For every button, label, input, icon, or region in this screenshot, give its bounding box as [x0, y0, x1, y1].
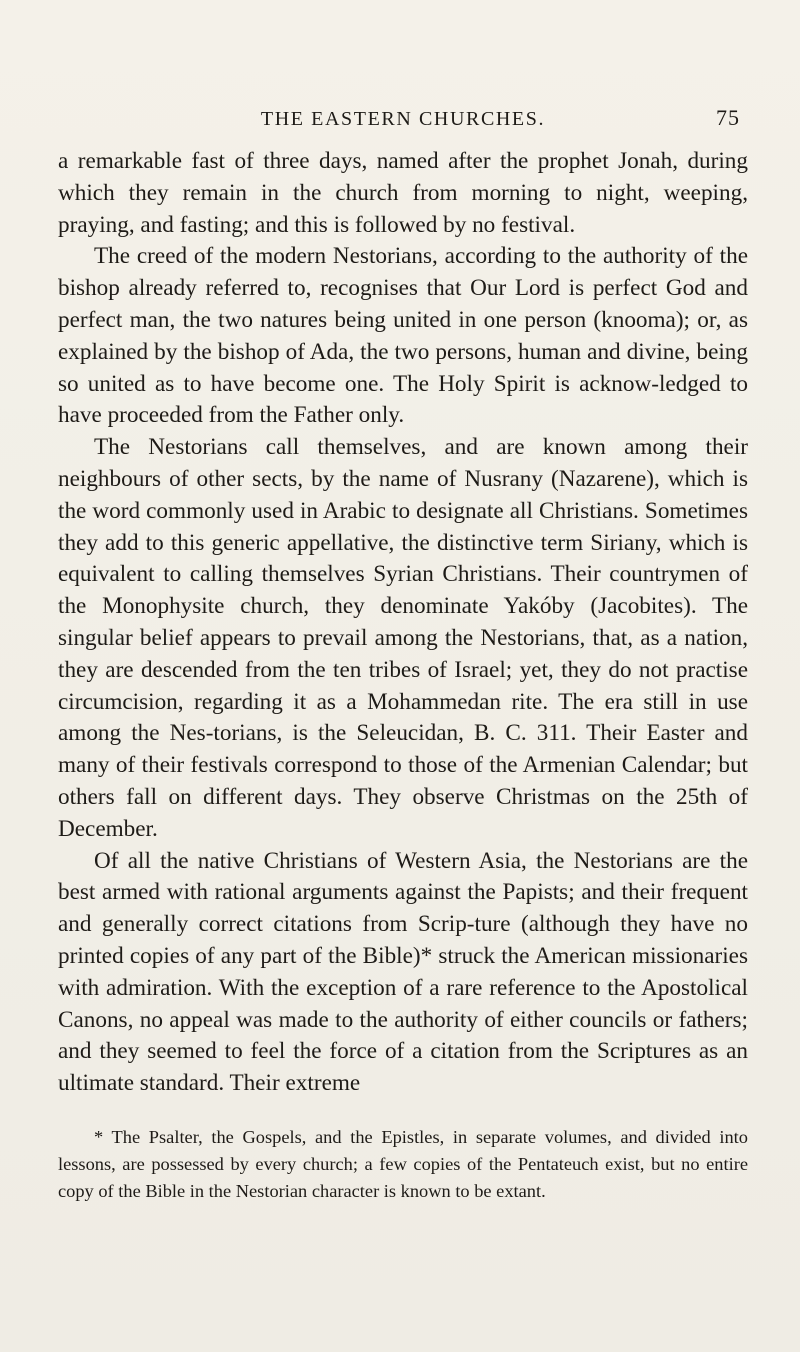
running-head	[58, 0, 748, 136]
running-title: THE EASTERN CHURCHES.	[260, 108, 546, 130]
paragraph-1: a remarkable fast of three days, named after the prophet Jonah, during which they remain in the church from morning to night, weeping, praying, and fasting; and this is followed by no festival.	[58, 148, 748, 238]
page-number: 75	[716, 105, 740, 130]
paragraph-2: The creed of the modern Nestorians, according to the authority of the bishop already referred to, recognises that Our Lord is perfect God and perfect man, the two natures being united in one person (knooma); or, as explained by the bishop of Ada, the two persons, human and divine, being so united as to have become one. The Holy Spirit is acknow-ledged to have proceeded from the Father only.	[58, 243, 748, 429]
paragraph-3: The Nestorians call themselves, and are known among their neighbours of other sects, by the name of Nusrany (Nazarene), which is the word commonly used in Arabic to designate all Christians. Sometimes they add to this generic appellative, the distinctive term Siriany, which is equivalent to calling themselves Syrian Christians. Their countrymen of the Monophysite church, they denominate Yakóby (Jacobites). The singular belief appears to prevail among the Nestorians, that, as a nation, they are descended from the ten tribes of Israel; yet, they do not practise circumcision, regarding it as a Mohammedan rite. The era still in use among the Nes-torians, is the Seleucidan, B. C. 311. Their Easter and many of their festivals correspond to those of the Armenian Calendar; but others fall on different days. They observe Christmas on the 25th of December.	[58, 434, 748, 842]
footnote-text: * The Psalter, the Gospels, and the Epistles, in separate volumes, and divided into lessons, are possessed by every church; a few copies of the Pentateuch exist, but no entire copy of the Bible in the Nestorian character is known to be extant.	[58, 1126, 748, 1201]
paragraph-4: Of all the native Christians of Western Asia, the Nestorians are the best armed with rational arguments against the Papists; and their frequent and generally correct citations from Scrip-ture (although they have no printed copies of any part of the Bible)* struck the American missionaries with admiration. With the exception of a rare reference to the Apostolical Canons, no appeal was made to the authority of either councils or fathers; and they seemed to feel the force of a citation from the Scriptures as an ultimate standard. Their extreme	[58, 847, 748, 1097]
footnote	[58, 1124, 748, 1205]
body-text	[58, 146, 748, 1100]
